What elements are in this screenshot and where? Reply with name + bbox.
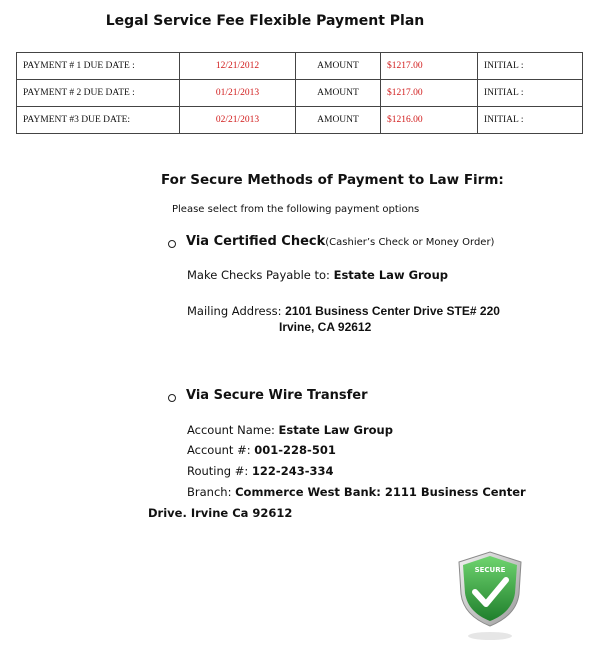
check-option-subtitle: (Cashier’s Check or Money Order): [325, 237, 495, 248]
payable-to-line: [187, 268, 448, 282]
table-row: [17, 80, 583, 107]
amount-value: $1217.00: [381, 80, 478, 107]
due-date-label: PAYMENT # 2 DUE DATE :: [17, 80, 180, 107]
account-number-label: Account #:: [187, 443, 255, 457]
table-row: [17, 53, 583, 80]
secure-shield-icon: [455, 550, 525, 642]
due-date-label: PAYMENT # 1 DUE DATE :: [17, 53, 180, 80]
account-number-value: 001-228-501: [254, 443, 336, 457]
due-date-value: 02/21/2013: [180, 107, 296, 134]
payment-options-intro: Please select from the following payment options: [172, 204, 420, 215]
payable-to-value: Estate Law Group: [333, 268, 448, 282]
mailing-address-label: Mailing Address:: [187, 304, 286, 318]
page-title: Legal Service Fee Flexible Payment Plan: [105, 13, 425, 29]
check-option-radio[interactable]: [168, 240, 176, 248]
account-number-line: [187, 443, 336, 457]
amount-label: AMOUNT: [296, 53, 381, 80]
account-name-label: Account Name:: [187, 423, 279, 437]
secure-payment-heading: For Secure Methods of Payment to Law Firm:: [161, 172, 504, 188]
branch-value: Commerce West Bank: 2111 Business Center: [235, 485, 526, 499]
secure-badge-text: SECURE: [474, 566, 506, 574]
table-row: [17, 107, 583, 134]
mailing-address-city: Irvine, CA 92612: [279, 320, 372, 334]
wire-option-radio[interactable]: [168, 394, 176, 402]
payable-to-label: Make Checks Payable to:: [187, 268, 334, 282]
branch-line-continued: [148, 506, 292, 520]
routing-number-value: 122-243-334: [251, 464, 334, 478]
branch-value-continued: Drive. Irvine Ca 92612: [148, 506, 293, 520]
amount-label: AMOUNT: [296, 80, 381, 107]
account-name-value: Estate Law Group: [278, 423, 393, 437]
routing-number-line: [187, 464, 333, 478]
wire-option-title: Via Secure Wire Transfer: [186, 388, 368, 403]
branch-line: [187, 485, 526, 499]
mailing-address-street: 2101 Business Center Drive STE# 220: [285, 304, 500, 318]
check-option-title: [186, 234, 494, 249]
amount-label: AMOUNT: [296, 107, 381, 134]
due-date-value: 01/21/2013: [180, 80, 296, 107]
payment-schedule-table: [16, 52, 583, 134]
check-option-label: Via Certified Check: [186, 234, 326, 249]
routing-number-label: Routing #:: [187, 464, 252, 478]
amount-value: $1216.00: [381, 107, 478, 134]
initial-field[interactable]: INITIAL :: [478, 80, 583, 107]
mailing-address-city-line: [279, 320, 371, 334]
branch-label: Branch:: [187, 485, 236, 499]
initial-field[interactable]: INITIAL :: [478, 107, 583, 134]
initial-field[interactable]: INITIAL :: [478, 53, 583, 80]
account-name-line: [187, 423, 393, 437]
due-date-value: 12/21/2012: [180, 53, 296, 80]
mailing-address-line: [187, 304, 500, 318]
amount-value: $1217.00: [381, 53, 478, 80]
due-date-label: PAYMENT #3 DUE DATE:: [17, 107, 180, 134]
